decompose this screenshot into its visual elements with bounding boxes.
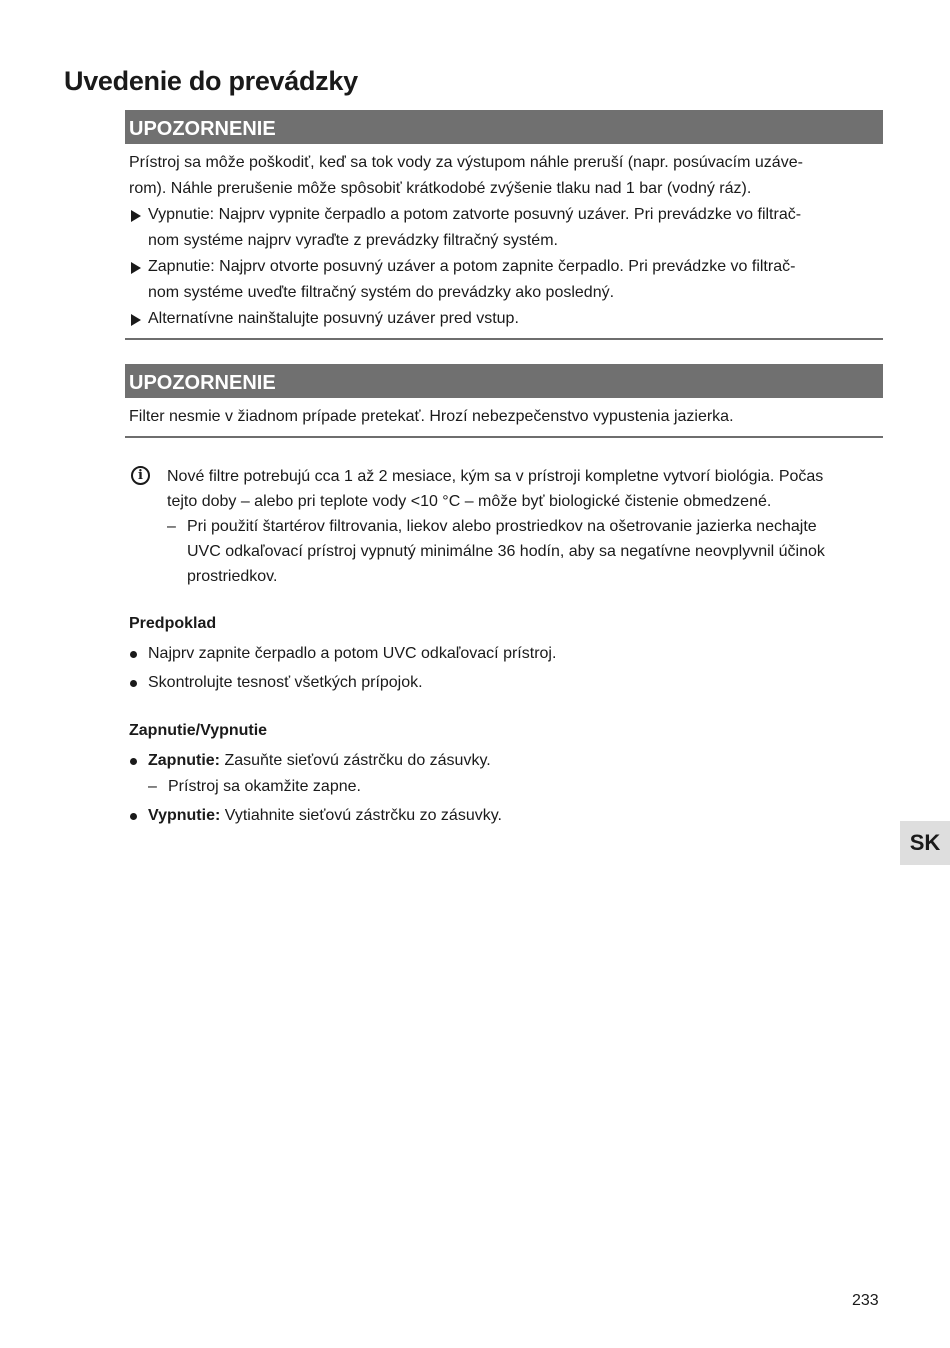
instruction-item: Vypnutie: Najprv vypnite čerpadlo a potom zatvorte posuvný uzáver. Pri prevádzke vo filtrač- nom systéme najprv vyraďte z prevádzky filtračný systém. bbox=[129, 202, 883, 254]
notice-warning-overflow bbox=[125, 364, 883, 438]
section-heading: Zapnutie/Vypnutie bbox=[129, 722, 268, 739]
dash-marker: – bbox=[167, 518, 176, 535]
notice-heading: UPOZORNENIE bbox=[125, 110, 883, 144]
list-item: Skontrolujte tesnosť všetkých prípojok. bbox=[129, 670, 883, 696]
bullet-icon bbox=[130, 758, 137, 765]
on-label: Zapnutie: bbox=[148, 752, 220, 769]
prerequisite-section bbox=[125, 611, 883, 696]
dash-marker: – bbox=[148, 778, 157, 795]
list-item: Zapnutie: Zasuňte sieťovú zástrčku do zásuvky. – Prístroj sa okamžite zapne. bbox=[129, 748, 883, 800]
bullet-icon bbox=[130, 651, 137, 658]
onoff-list bbox=[129, 748, 883, 829]
page-title: Uvedenie do prevádzky bbox=[64, 66, 358, 96]
bullet-icon bbox=[130, 680, 137, 687]
instruction-item: Alternatívne nainštalujte posuvný uzáver pred vstup. bbox=[129, 306, 883, 332]
arrow-right-icon bbox=[131, 210, 141, 222]
section-heading: Predpoklad bbox=[129, 615, 217, 632]
off-label: Vypnutie: bbox=[148, 807, 221, 824]
info-icon: i bbox=[131, 466, 150, 485]
on-result: – Prístroj sa okamžite zapne. bbox=[148, 774, 883, 800]
page-number: 233 bbox=[852, 1292, 879, 1309]
notice-text: Filter nesmie v žiadnom prípade pretekať. Hrozí nebezpečenstvo vypustenia jazierka. bbox=[129, 408, 734, 425]
content bbox=[125, 110, 883, 832]
list-item: Najprv zapnite čerpadlo a potom UVC odkaľovací prístroj. bbox=[129, 641, 883, 667]
info-sub-item: – Pri použití štartérov filtrovania, liekov alebo prostriedkov na ošetrovanie jazierka nechajte UVC odkaľovací prístroj vypnutý minimálne 36 hodín, aby sa negatívne neovplyvnil účinok prostriedkov. bbox=[167, 514, 883, 589]
arrow-right-icon bbox=[131, 314, 141, 326]
instruction-list bbox=[129, 202, 883, 332]
info-text: Nové filtre potrebujú cca 1 až 2 mesiace, kým sa v prístroji kompletne vytvorí biológia. Počas tejto doby – alebo pri teplote vody <10 °C – môže byť biologické čistenie obmedzené. bbox=[167, 468, 824, 510]
instruction-item: Zapnutie: Najprv otvorte posuvný uzáver a potom zapnite čerpadlo. Pri prevádzke vo filtrač- nom systéme uveďte filtračný systém do prevádzky ako posledný. bbox=[129, 254, 883, 306]
notice-body bbox=[125, 144, 883, 338]
arrow-right-icon bbox=[131, 262, 141, 274]
notice-heading: UPOZORNENIE bbox=[125, 364, 883, 398]
notice-warning-water-hammer bbox=[125, 110, 883, 340]
notice-intro: Prístroj sa môže poškodiť, keď sa tok vody za výstupom náhle preruší (napr. posúvacím uzáve- rom). Náhle prerušenie môže spôsobiť krátkodobé zvýšenie tlaku nad 1 bar (vodný ráz). bbox=[129, 154, 803, 197]
language-tab: SK bbox=[900, 821, 950, 865]
notice-body bbox=[125, 398, 883, 436]
list-item: Vypnutie: Vytiahnite sieťovú zástrčku zo zásuvky. bbox=[129, 803, 883, 829]
prerequisite-list bbox=[129, 641, 883, 696]
onoff-section bbox=[125, 718, 883, 829]
info-note bbox=[125, 464, 883, 589]
bullet-icon bbox=[130, 813, 137, 820]
